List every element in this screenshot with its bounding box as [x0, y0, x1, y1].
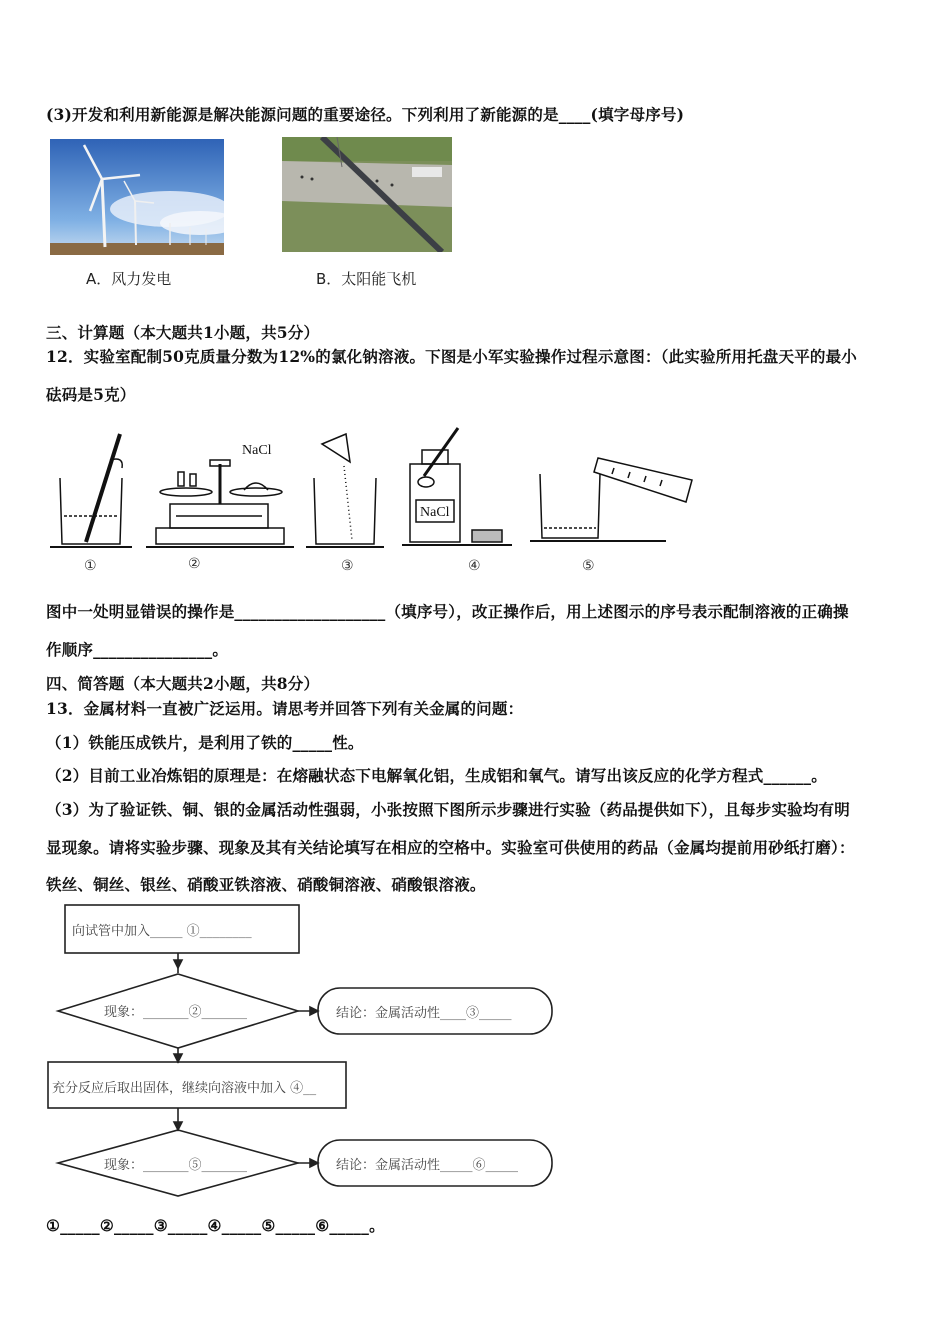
q12-line1: 12．实验室配制50克质量分数为12%的氯化钠溶液。下图是小军实验操作过程示意图：（此实验所用托盘天平的最小 — [46, 347, 857, 366]
q13-part3-line2: 显现象。请将实验步骤、现象及其有关结论填写在相应的空格中。实验室可供使用的药品（金属均提前用砂纸打磨）： — [46, 838, 855, 857]
section4-heading: 四、简答题（本大题共2小题，共8分） — [46, 674, 320, 693]
bottle-label: NaCl — [420, 505, 450, 520]
option-a-caption: A．风力发电 — [86, 270, 172, 288]
flow-diamond-2: 现象：_______⑤_______ — [104, 1158, 248, 1173]
solar-plane-photo — [282, 137, 452, 252]
flow-diamond-1: 现象：_______②_______ — [104, 1005, 248, 1020]
final-answer-line: ①_____②_____③_____④_____⑤_____⑥_____。 — [46, 1216, 385, 1235]
experiment-figure — [46, 420, 706, 580]
section3-heading: 三、计算题（本大题共1小题，共5分） — [46, 323, 320, 342]
q13-part3-line3: 铁丝、铜丝、银丝、硝酸亚铁溶液、硝酸铜溶液、硝酸银溶液。 — [46, 875, 486, 894]
nacl-label: NaCl — [242, 443, 272, 458]
q12-answer-line2: 作顺序_______________。 — [46, 640, 229, 659]
fig-number-2: ② — [188, 556, 201, 572]
option-b-caption: B．太阳能飞机 — [316, 270, 417, 288]
q12-answer-line1: 图中一处明显错误的操作是___________________（填序号），改正操作后，用上述图示的序号表示配制溶液的正确操 — [46, 602, 849, 621]
fig-number-3: ③ — [341, 558, 354, 574]
q13-part1: （1）铁能压成铁片，是利用了铁的_____性。 — [46, 733, 364, 752]
q3-text: (3)开发和利用新能源是解决能源问题的重要途径。下列利用了新能源的是____(填字母序号) — [46, 105, 685, 124]
fig-number-5: ⑤ — [582, 558, 595, 574]
wind-turbine-photo — [50, 139, 224, 255]
q12-line2: 砝码是5克） — [46, 385, 136, 404]
fig-number-1: ① — [84, 558, 97, 574]
flowchart — [40, 900, 570, 1200]
q13-part2: （2）目前工业冶炼铝的原理是：在熔融状态下电解氧化铝，生成铝和氧气。请写出该反应的化学方程式______。 — [46, 766, 827, 785]
q13-text: 13．金属材料一直被广泛运用。请思考并回答下列有关金属的问题： — [46, 699, 524, 718]
flow-result-2: 结论：金属活动性_____⑥_____ — [336, 1158, 519, 1173]
fig-number-4: ④ — [468, 558, 481, 574]
flow-box-1: 向试管中加入_____ ①________ — [72, 924, 252, 939]
flow-result-1: 结论：金属活动性____③_____ — [336, 1006, 512, 1021]
flow-box-2: 充分反应后取出固体，继续向溶液中加入 ④__ — [52, 1081, 317, 1096]
q13-part3-line1: （3）为了验证铁、铜、银的金属活动性强弱，小张按照下图所示步骤进行实验（药品提供如下），且每步实验均有明 — [46, 800, 850, 819]
